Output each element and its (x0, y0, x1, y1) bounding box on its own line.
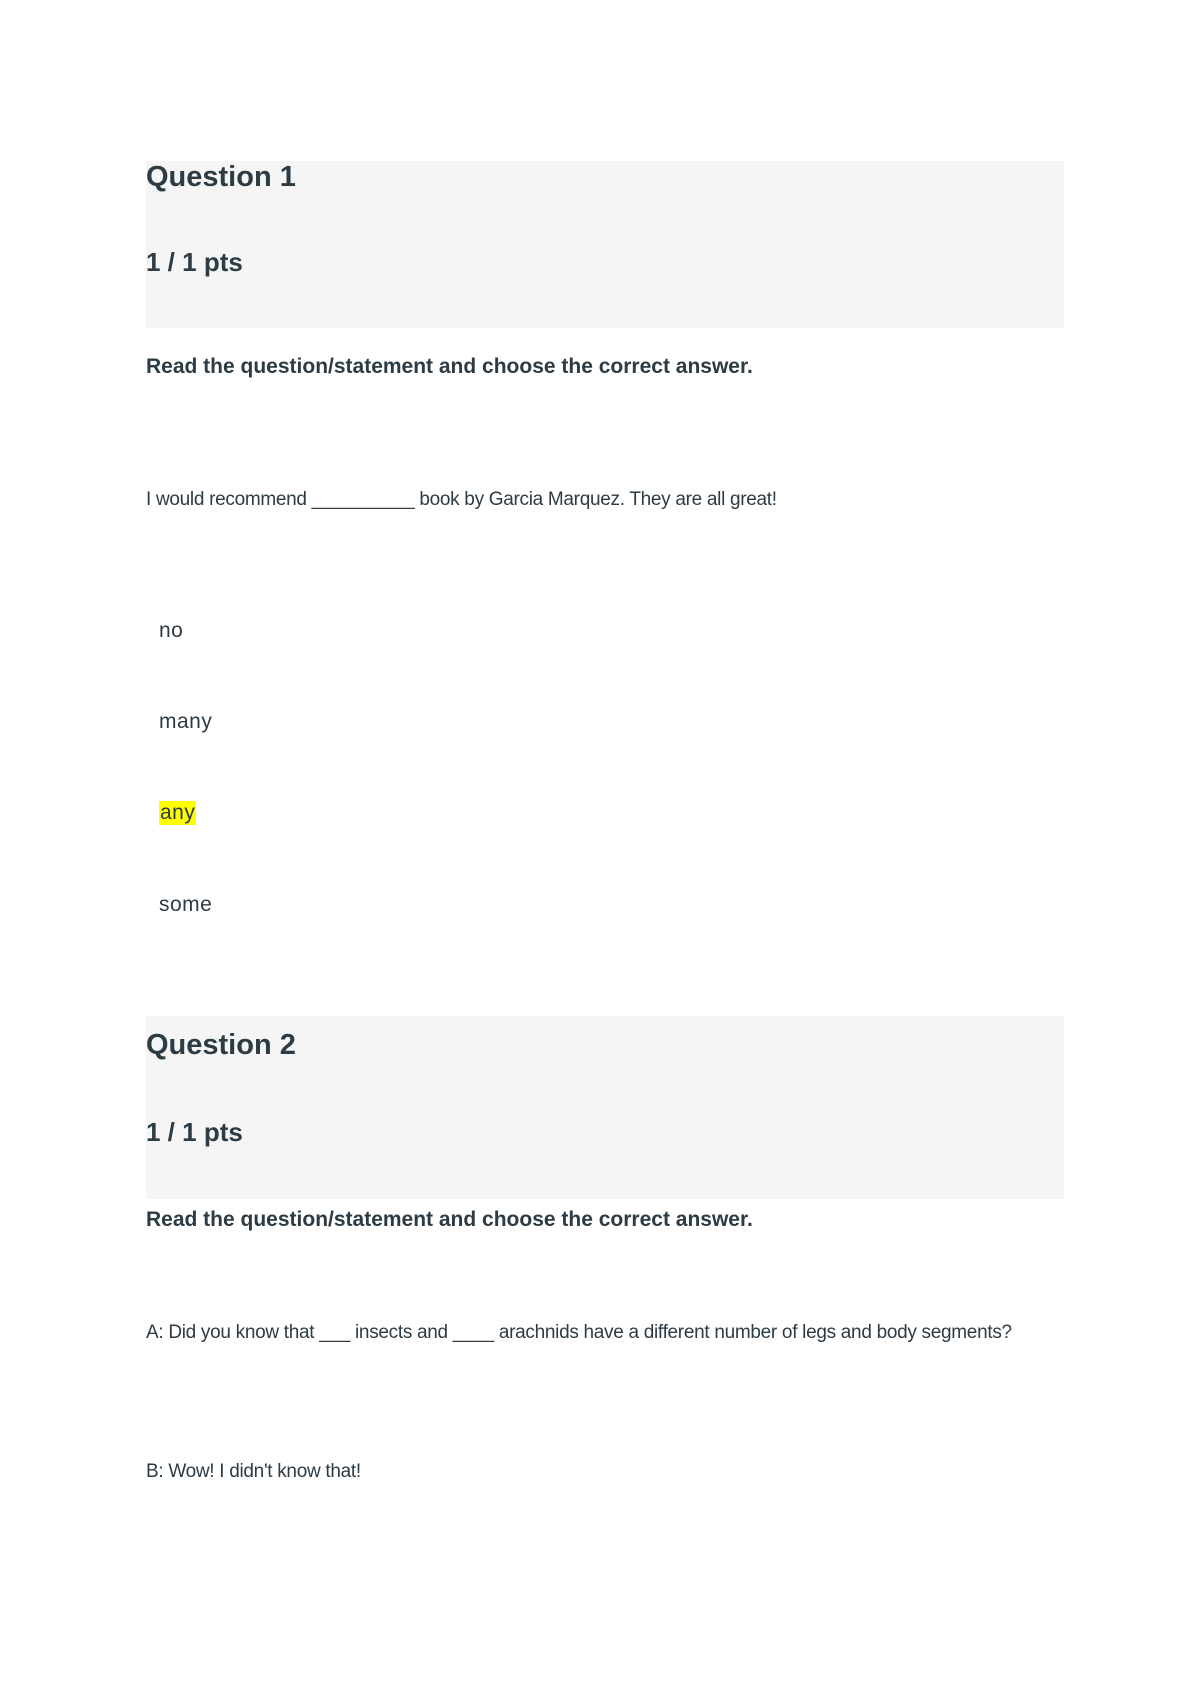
question-2-header (146, 1016, 1064, 1199)
question-2-text-b: B: Wow! I didn't know that! (146, 1461, 361, 1482)
question-1-title: Question 1 (146, 161, 296, 193)
question-1-answer-some[interactable]: some (159, 893, 213, 916)
question-1-answer-any[interactable]: any (160, 801, 196, 824)
question-1-answer-no[interactable]: no (159, 619, 184, 642)
question-2-points: 1 / 1 pts (146, 1117, 243, 1147)
question-2-text-a: A: Did you know that ___ insects and ____ arachnids have a different number of legs and body segments? (146, 1322, 1012, 1343)
question-1-header (146, 161, 1064, 328)
question-1-text: I would recommend __________ book by Garcia Marquez. They are all great! (146, 489, 777, 510)
question-2-title: Question 2 (146, 1029, 296, 1061)
question-1-points: 1 / 1 pts (146, 247, 243, 277)
question-1-answer-many[interactable]: many (159, 710, 213, 733)
question-2-instruction: Read the question/statement and choose the correct answer. (146, 1208, 753, 1231)
question-1-instruction: Read the question/statement and choose the correct answer. (146, 355, 753, 378)
